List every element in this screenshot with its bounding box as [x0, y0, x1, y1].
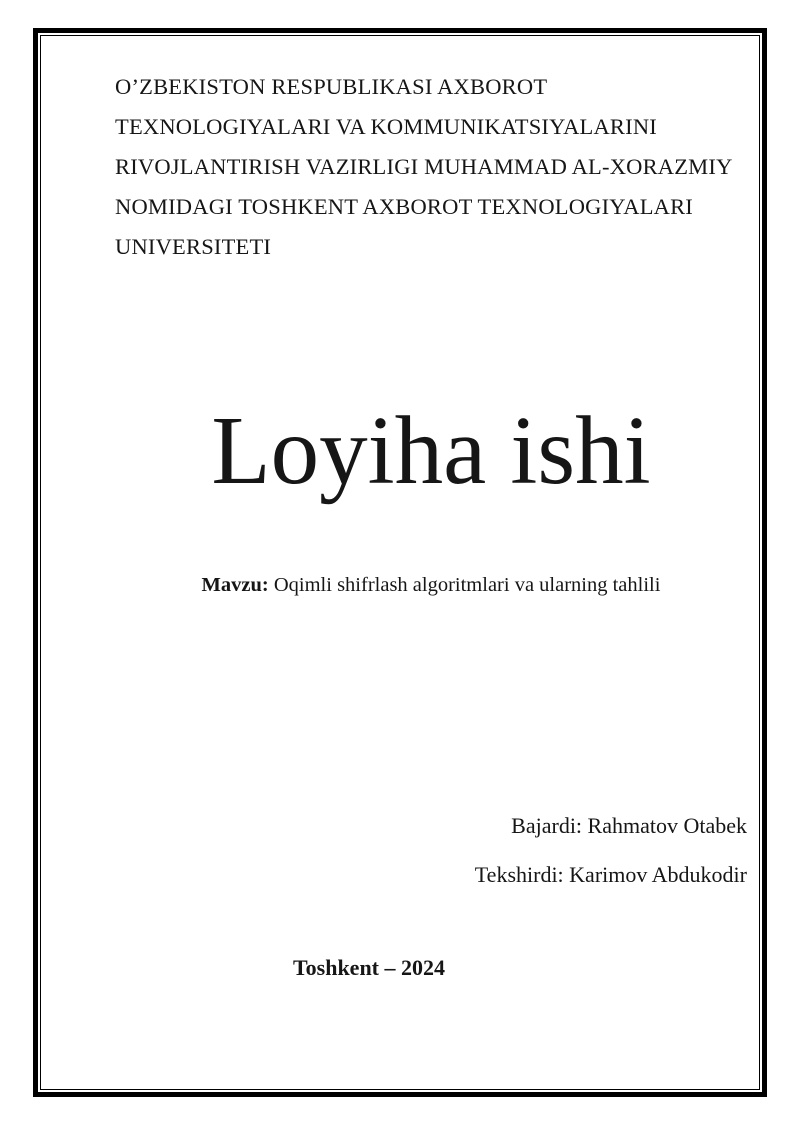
- header-line-1: O’ZBEKISTON RESPUBLIKASI AXBOROT: [115, 74, 548, 99]
- header-line-2: TEXNOLOGIYALARI VA KOMMUNIKATSIYALARINI: [115, 114, 657, 139]
- reviewer-line: Tekshirdi: Karimov Abdukodir: [474, 861, 747, 887]
- credits-block: [115, 802, 747, 899]
- header-line-4: NOMIDAGI TOSHKENT AXBOROT TEXNOLOGIYALARI: [115, 194, 693, 219]
- author-line: Bajardi: Rahmatov Otabek: [511, 813, 747, 838]
- topic-value: Oqimli shifrlash algoritmlari va ularning tahlili: [273, 574, 661, 596]
- topic-line: [115, 573, 747, 597]
- topic-label: Mavzu:: [201, 574, 269, 596]
- header-line-5: UNIVERSITETI: [115, 234, 272, 259]
- header-line-3: RIVOJLANTIRISH VAZIRLIGI MUHAMMAD AL-XORAZMIY: [115, 154, 733, 179]
- university-header: [115, 67, 747, 267]
- city-year-line: Toshkent – 2024: [293, 955, 446, 980]
- document-title: Loyiha ishi: [211, 397, 651, 504]
